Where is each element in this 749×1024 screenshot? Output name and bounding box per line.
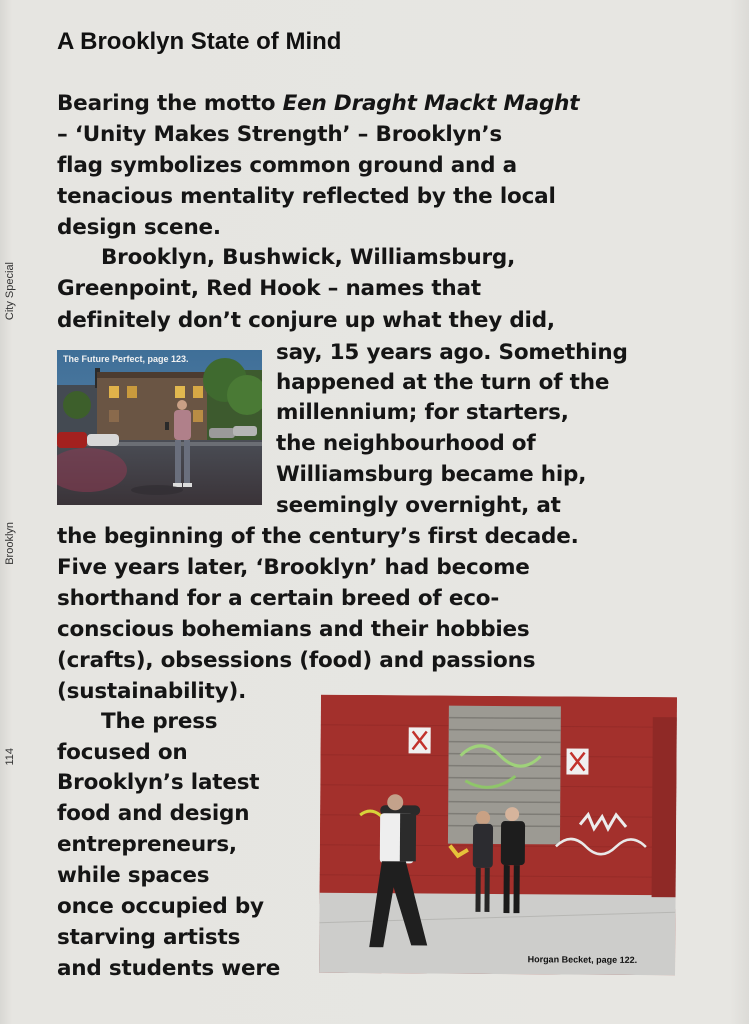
page-number: 114 <box>4 748 16 766</box>
body-line: seemingly overnight, at <box>276 493 561 518</box>
body-line: Brooklyn’s latest <box>57 770 260 795</box>
brick-wall-image <box>319 695 677 975</box>
body-line: Brooklyn, Bushwick, Williamsburg, <box>101 245 516 270</box>
body-line: while spaces <box>57 863 210 888</box>
photo-horgan-becket <box>319 695 677 975</box>
intro-line <box>57 89 579 119</box>
street-scene-image <box>57 350 262 505</box>
body-line: say, 15 years ago. Something <box>276 340 628 365</box>
body-line: the beginning of the century’s first decade. <box>57 524 579 549</box>
body-line: once occupied by <box>57 894 264 919</box>
body-line: Greenpoint, Red Hook – names that <box>57 276 481 301</box>
body-line: (crafts), obsessions (food) and passions <box>57 648 536 673</box>
body-line: and students were <box>57 956 281 981</box>
body-line: tenacious mentality reflected by the local <box>57 184 556 209</box>
body-line: happened at the turn of the <box>276 370 610 395</box>
body-line: definitely don’t conjure up what they did, <box>57 308 555 333</box>
body-line: (sustainability). <box>57 679 247 704</box>
photo-caption-bottom: Horgan Becket, page 122. <box>527 954 638 965</box>
body-line: entrepreneurs, <box>57 832 237 857</box>
section-label: City Special <box>4 262 16 321</box>
body-line: starving artists <box>57 925 241 950</box>
photo-caption-top: The Future Perfect, page 123. <box>63 354 189 364</box>
body-line: conscious bohemians and their hobbies <box>57 617 530 642</box>
body-line: millennium; for starters, <box>276 400 569 425</box>
article-title: A Brooklyn State of Mind <box>57 28 342 55</box>
photo-future-perfect <box>57 350 262 505</box>
body-line: Williamsburg became hip, <box>276 462 587 487</box>
body-line: Five years later, ‘Brooklyn’ had become <box>57 555 530 580</box>
motto-text: Een Draght Mackt Maght <box>282 91 580 116</box>
body-line: the neighbourhood of <box>276 431 536 456</box>
body-line: design scene. <box>57 215 221 240</box>
body-line: The press <box>101 709 218 734</box>
body-line: shorthand for a certain breed of eco- <box>57 586 500 611</box>
body-line: food and design <box>57 801 250 826</box>
body-line: – ‘Unity Makes Strength’ – Brooklyn’s <box>57 122 503 147</box>
body-line: focused on <box>57 740 188 765</box>
intro-text: Bearing the motto <box>57 91 283 116</box>
city-label: Brooklyn <box>4 522 16 565</box>
body-line: flag symbolizes common ground and a <box>57 153 517 178</box>
